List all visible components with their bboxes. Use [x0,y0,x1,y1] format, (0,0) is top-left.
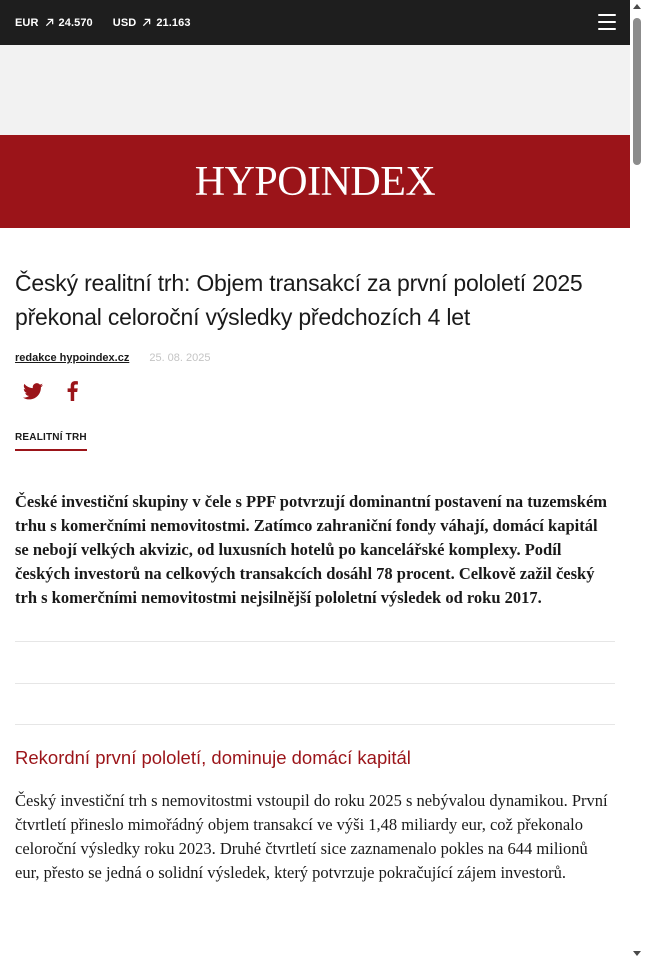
article-meta [15,352,615,364]
article [0,266,630,885]
divider [15,683,615,684]
scrollbar-thumb[interactable] [633,18,641,165]
section-heading: Rekordní první pololetí, dominuje domácí kapitál [15,747,411,768]
divider [15,641,615,642]
scroll-down-arrow-icon[interactable] [633,951,641,956]
share-buttons [15,380,615,402]
rate-currency: EUR [15,16,39,29]
ad-placeholder [0,45,630,135]
up-arrow-icon [142,18,151,27]
site-logo[interactable]: HYPOINDEX [194,158,436,205]
rate-value: 24.570 [58,16,93,29]
up-arrow-icon [45,18,54,27]
article-perex: České investiční skupiny v čele s PPF potvrzují dominantní postavení na tuzemském trhu s komerčními nemovitostmi. Zatímco zahraniční fondy váhají, domácí kapitál se nebojí velkých akvizic, od luxusních hotelů po kancelářské komplexy. Podíl českých investorů na celkových transakcích dosáhl 78 procent. Celkově zažil český trh s komerčními nemovitostmi nejsilnější pololetní výsledek od roku 2017. [15,492,608,607]
article-title: Český realitní trh: Objem transakcí za první pololetí 2025 překonal celoroční výsledky předchozích 4 let [15,270,583,330]
hamburger-menu-icon[interactable] [598,14,616,30]
author-link[interactable]: redakce hypoindex.cz [15,352,130,364]
facebook-icon[interactable] [61,380,83,402]
twitter-icon[interactable] [22,380,44,402]
article-paragraph: Český investiční trh s nemovitostmi vstoupil do roku 2025 s nebývalou dynamikou. První čtvrtletí přineslo mimořádný objem transakcí ve výši 1,48 miliardy eur, což překonalo celoroční výsledky roku 2023. Druhé čtvrtletí sice zaznamenalo pokles na 644 milionů eur, přesto se jedná o solidní výsledek, který potvrzuje pokračující zájem investorů. [15,791,608,882]
rate-value: 21.163 [156,16,191,29]
brand-header [0,135,630,228]
category-tag[interactable]: REALITNÍ TRH [15,432,87,451]
divider [15,724,615,725]
rate-eur[interactable] [15,17,93,29]
rate-currency: USD [112,16,137,29]
publish-date: 25. 08. 2025 [149,352,211,364]
rate-usd[interactable] [113,17,191,29]
currency-topbar [0,0,630,45]
scrollbar[interactable] [630,0,645,961]
scroll-up-arrow-icon[interactable] [633,4,641,9]
